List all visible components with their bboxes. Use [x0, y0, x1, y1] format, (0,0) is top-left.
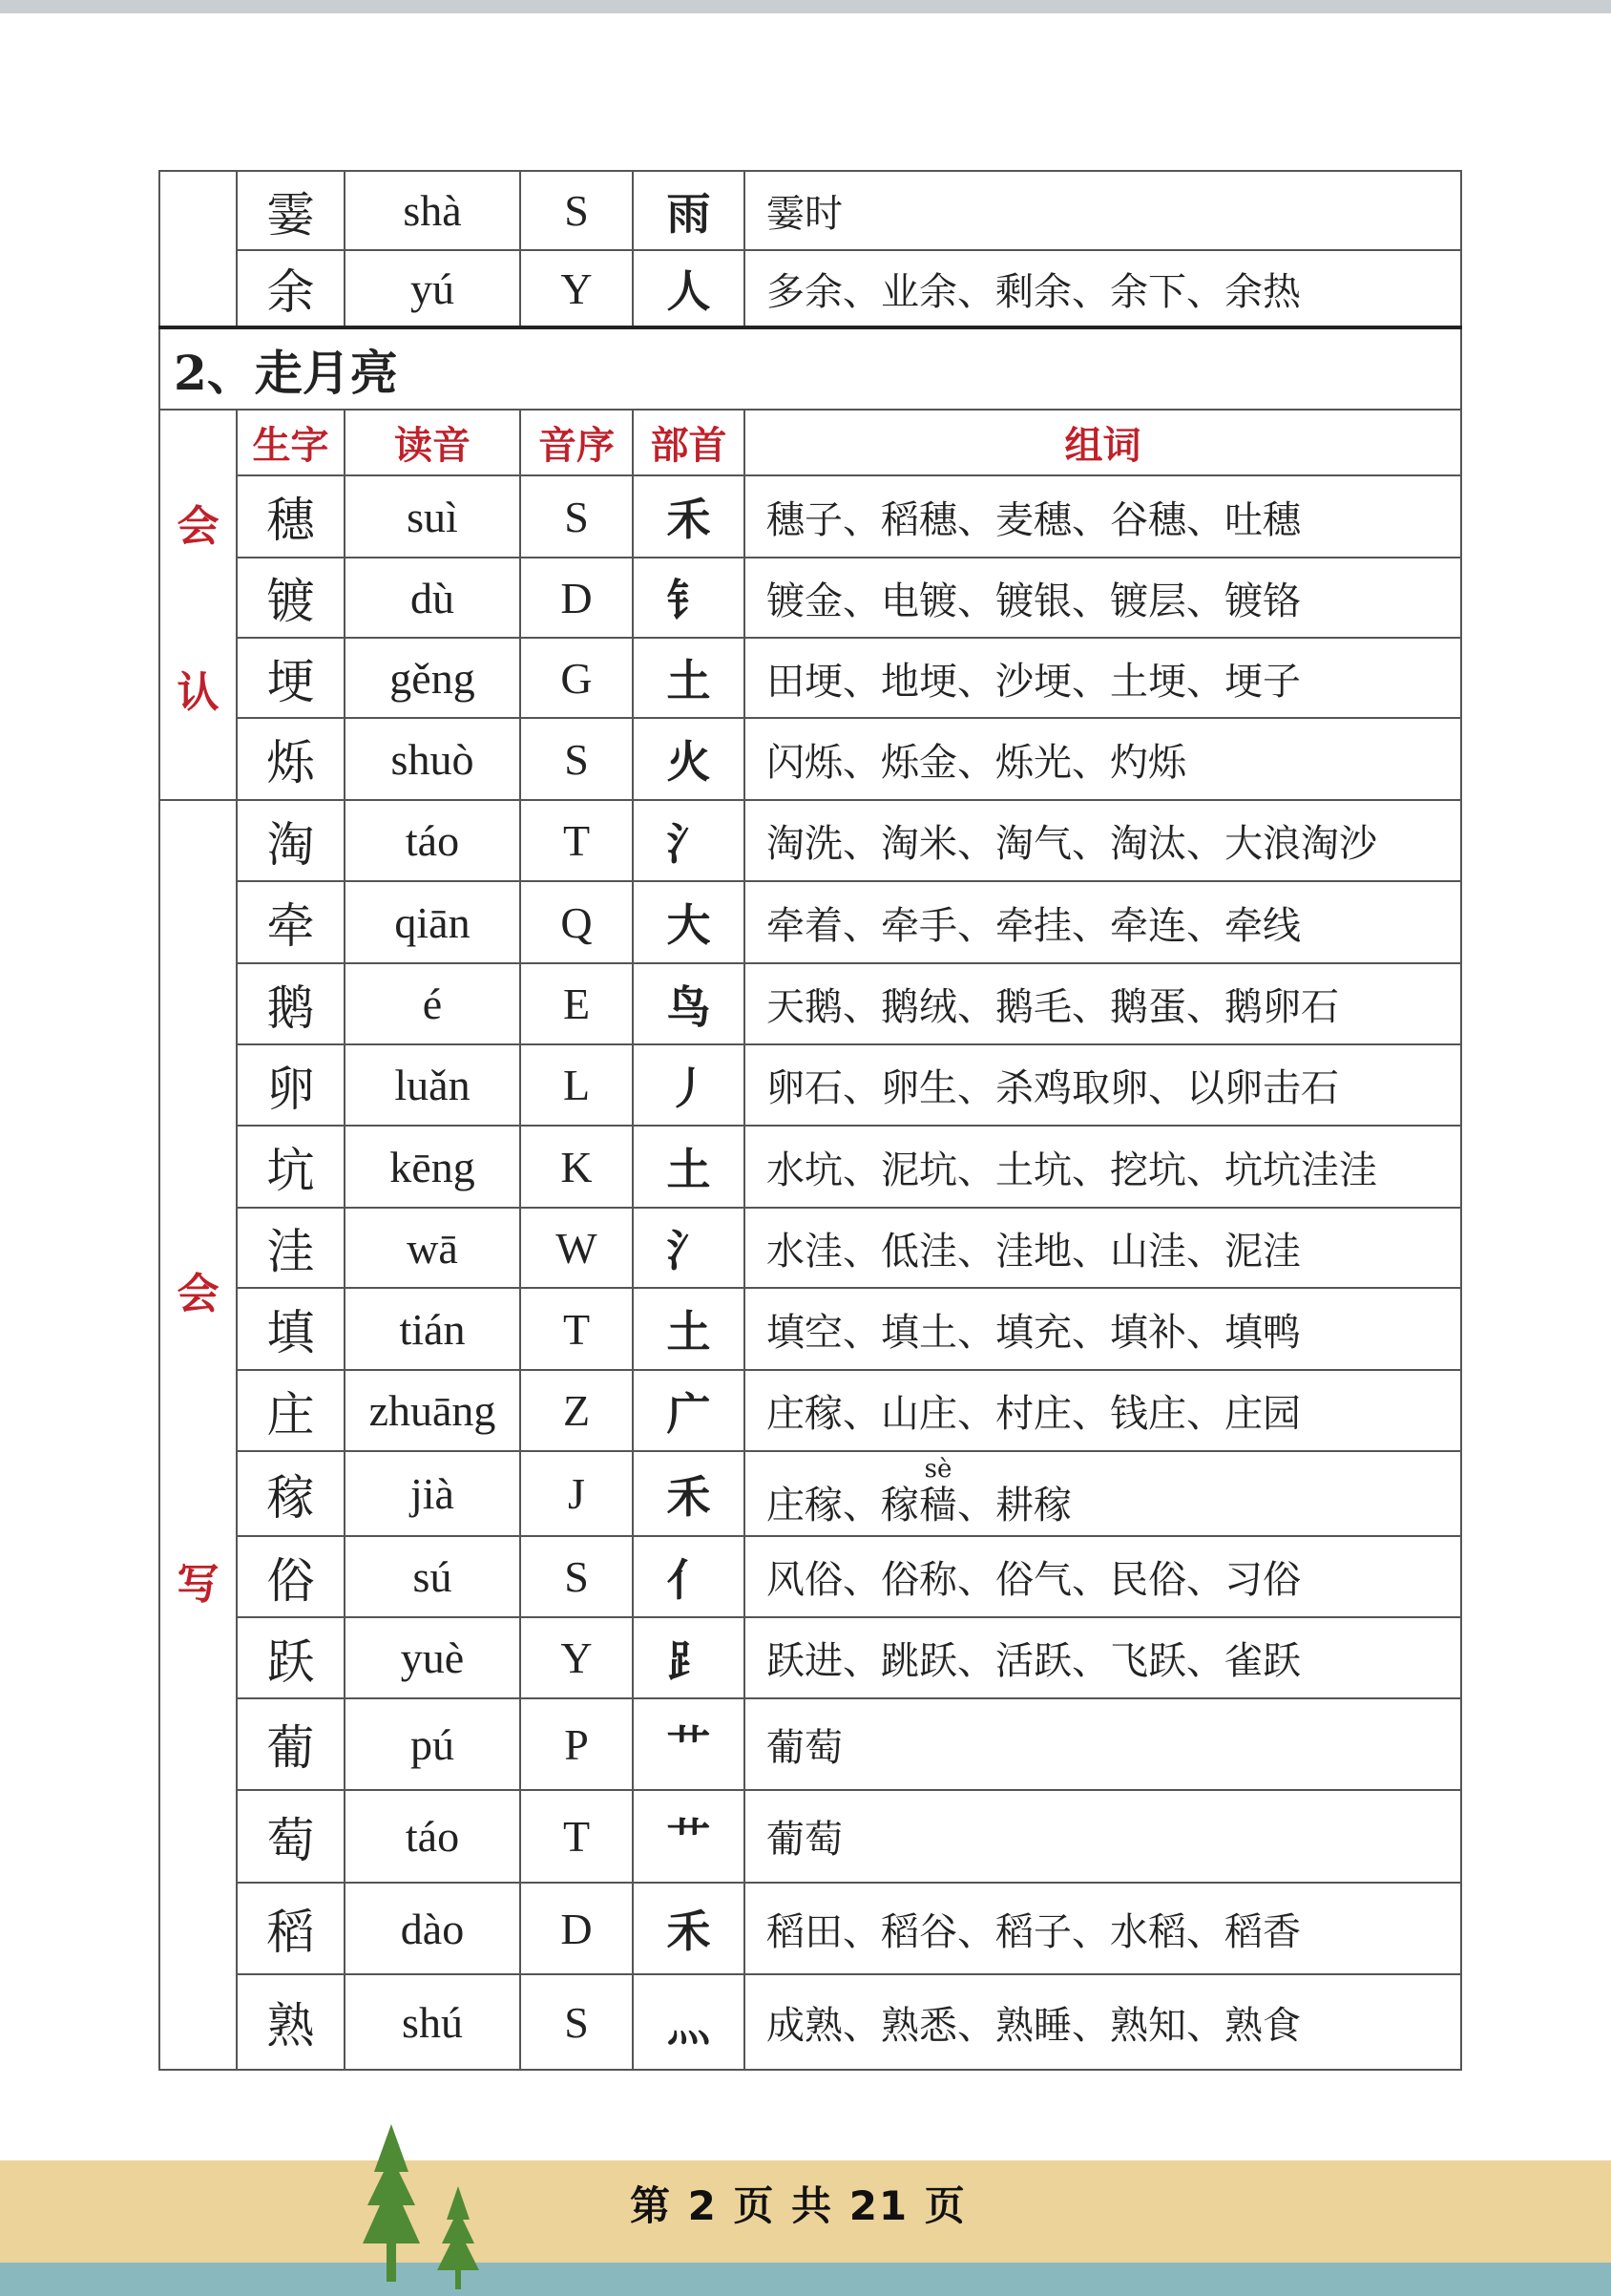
- table-row: [159, 881, 1461, 963]
- pinyin-cell: qiān: [345, 881, 520, 963]
- table-row: [159, 963, 1461, 1044]
- order-cell: S: [520, 718, 633, 800]
- words-cell: 填空、填土、填充、填补、填鸭: [744, 1288, 1461, 1370]
- table-row: [159, 638, 1461, 718]
- order-cell: D: [520, 1883, 633, 1974]
- radical-cell: 艹: [633, 1698, 744, 1790]
- radical-cell: 大: [633, 881, 744, 963]
- side-label-empty: [159, 171, 237, 327]
- table-row: [159, 1044, 1461, 1126]
- pine-trees-icon: [363, 2100, 554, 2291]
- pinyin-cell: pú: [345, 1698, 520, 1790]
- words-cell: 多余、业余、剩余、余下、余热: [744, 250, 1461, 327]
- vocab-table: [158, 170, 1462, 2071]
- radical-cell: 鸟: [633, 963, 744, 1044]
- char-cell: 淘: [237, 800, 345, 881]
- char-cell: 填: [237, 1288, 345, 1370]
- char-cell: 俗: [237, 1536, 345, 1617]
- header-pinyin: 读音: [345, 410, 520, 475]
- radical-cell: 禾: [633, 1451, 744, 1536]
- header-row: [159, 410, 1461, 475]
- table-row: [159, 1126, 1461, 1208]
- order-cell: E: [520, 963, 633, 1044]
- table-row: [159, 475, 1461, 558]
- char-cell: 跃: [237, 1617, 345, 1698]
- char-cell: 牵: [237, 881, 345, 963]
- char-cell: 熟: [237, 1974, 345, 2070]
- table-row: [159, 800, 1461, 881]
- words-cell: 镀金、电镀、镀银、镀层、镀铬: [744, 558, 1461, 638]
- words-cell: 天鹅、鹅绒、鹅毛、鹅蛋、鹅卵石: [744, 963, 1461, 1044]
- pinyin-cell: jià: [345, 1451, 520, 1536]
- radical-cell: 禾: [633, 475, 744, 558]
- order-cell: S: [520, 171, 633, 250]
- char-cell: 余: [237, 250, 345, 327]
- table-row: [159, 1883, 1461, 1974]
- radical-cell: 禾: [633, 1883, 744, 1974]
- table-row: [159, 718, 1461, 800]
- pinyin-cell: suì: [345, 475, 520, 558]
- radical-cell: 土: [633, 1288, 744, 1370]
- pinyin-cell: táo: [345, 1790, 520, 1883]
- order-cell: J: [520, 1451, 633, 1536]
- order-cell: S: [520, 1536, 633, 1617]
- order-cell: Y: [520, 1617, 633, 1698]
- order-cell: T: [520, 800, 633, 881]
- table-row: [159, 558, 1461, 638]
- page-number: 第 2 页 共 21 页: [630, 2182, 967, 2229]
- order-cell: Q: [520, 881, 633, 963]
- order-cell: L: [520, 1044, 633, 1126]
- char-cell: 卵: [237, 1044, 345, 1126]
- char-cell: 稻: [237, 1883, 345, 1974]
- table-row: [159, 1617, 1461, 1698]
- radical-cell: 灬: [633, 1974, 744, 2070]
- table-row: [159, 1974, 1461, 2070]
- char-cell: 埂: [237, 638, 345, 718]
- ruby-base: 穑: [919, 1484, 957, 1527]
- radical-cell: 土: [633, 638, 744, 718]
- table-row: [159, 1536, 1461, 1617]
- pinyin-cell: shà: [345, 171, 520, 250]
- char-cell: 霎: [237, 171, 345, 250]
- pinyin-cell: dù: [345, 558, 520, 638]
- order-cell: Z: [520, 1370, 633, 1451]
- radical-cell: 艹: [633, 1790, 744, 1883]
- order-cell: Y: [520, 250, 633, 327]
- char-cell: 烁: [237, 718, 345, 800]
- table-row: [159, 1451, 1461, 1536]
- radical-cell: 雨: [633, 171, 744, 250]
- words-cell: 稻田、稻谷、稻子、水稻、稻香: [744, 1883, 1461, 1974]
- order-cell: W: [520, 1208, 633, 1288]
- table-row: [159, 1208, 1461, 1288]
- header-radical: 部首: [633, 410, 744, 475]
- words-cell: [744, 1451, 1461, 1536]
- words-cell: 水坑、泥坑、土坑、挖坑、坑坑洼洼: [744, 1126, 1461, 1208]
- pinyin-cell: zhuāng: [345, 1370, 520, 1451]
- words-cell: 葡萄: [744, 1790, 1461, 1883]
- char-cell: 穗: [237, 475, 345, 558]
- header-order: 音序: [520, 410, 633, 475]
- words-text: 庄稼、稼: [766, 1484, 919, 1527]
- side-label-char: 认: [177, 667, 220, 717]
- char-cell: 坑: [237, 1126, 345, 1208]
- side-label-char: 会: [177, 501, 220, 551]
- radical-cell: ⻊: [633, 1617, 744, 1698]
- table-row: [159, 1698, 1461, 1790]
- pinyin-cell: sú: [345, 1536, 520, 1617]
- table-row: [159, 250, 1461, 327]
- words-cell: 跃进、跳跃、活跃、飞跃、雀跃: [744, 1617, 1461, 1698]
- pinyin-cell: yuè: [345, 1617, 520, 1698]
- header-char: 生字: [237, 410, 345, 475]
- words-text: 、耕稼: [957, 1484, 1072, 1527]
- pinyin-cell: dào: [345, 1883, 520, 1974]
- side-label-char: 写: [177, 1560, 220, 1609]
- pinyin-cell: shú: [345, 1974, 520, 2070]
- words-cell: 成熟、熟悉、熟睡、熟知、熟食: [744, 1974, 1461, 2070]
- table-row: [159, 171, 1461, 250]
- ruby-pinyin: sè: [919, 1455, 957, 1484]
- side-label-group1: [159, 410, 237, 800]
- pinyin-cell: yú: [345, 250, 520, 327]
- radical-cell: 钅: [633, 558, 744, 638]
- char-cell: 葡: [237, 1698, 345, 1790]
- radical-cell: 人: [633, 250, 744, 327]
- pinyin-cell: kēng: [345, 1126, 520, 1208]
- radical-cell: 氵: [633, 1208, 744, 1288]
- pinyin-cell: luǎn: [345, 1044, 520, 1126]
- table-row: [159, 1790, 1461, 1883]
- pinyin-cell: shuò: [345, 718, 520, 800]
- char-cell: 萄: [237, 1790, 345, 1883]
- words-cell: 淘洗、淘米、淘气、淘汰、大浪淘沙: [744, 800, 1461, 881]
- radical-cell: 土: [633, 1126, 744, 1208]
- radical-cell: 亻: [633, 1536, 744, 1617]
- footer-water-band: [0, 2263, 1611, 2296]
- char-cell: 庄: [237, 1370, 345, 1451]
- words-cell: 水洼、低洼、洼地、山洼、泥洼: [744, 1208, 1461, 1288]
- radical-cell: 广: [633, 1370, 744, 1451]
- pinyin-cell: tián: [345, 1288, 520, 1370]
- order-cell: G: [520, 638, 633, 718]
- words-cell: 风俗、俗称、俗气、民俗、习俗: [744, 1536, 1461, 1617]
- order-cell: D: [520, 558, 633, 638]
- ruby-word: [919, 1455, 957, 1527]
- words-cell: 卵石、卵生、杀鸡取卵、以卵击石: [744, 1044, 1461, 1126]
- radical-cell: 火: [633, 718, 744, 800]
- table-row: [159, 1288, 1461, 1370]
- side-label-char: 会: [177, 1270, 220, 1318]
- radical-cell: 氵: [633, 800, 744, 881]
- words-cell: 穗子、稻穗、麦穗、谷穗、吐穗: [744, 475, 1461, 558]
- char-cell: 洼: [237, 1208, 345, 1288]
- char-cell: 稼: [237, 1451, 345, 1536]
- words-cell: 闪烁、烁金、烁光、灼烁: [744, 718, 1461, 800]
- order-cell: P: [520, 1698, 633, 1790]
- order-cell: S: [520, 1974, 633, 2070]
- pinyin-cell: gěng: [345, 638, 520, 718]
- char-cell: 镀: [237, 558, 345, 638]
- char-cell: 鹅: [237, 963, 345, 1044]
- order-cell: T: [520, 1790, 633, 1883]
- words-cell: 葡萄: [744, 1698, 1461, 1790]
- radical-cell: 丿: [633, 1044, 744, 1126]
- header-words: 组词: [744, 410, 1461, 475]
- words-cell: 庄稼、山庄、村庄、钱庄、庄园: [744, 1370, 1461, 1451]
- top-edge-bar: [0, 0, 1611, 13]
- pinyin-cell: wā: [345, 1208, 520, 1288]
- words-cell: 牵着、牵手、牵挂、牵连、牵线: [744, 881, 1461, 963]
- words-cell: 霎时: [744, 171, 1461, 250]
- side-label-group2: [159, 800, 237, 2070]
- order-cell: K: [520, 1126, 633, 1208]
- order-cell: T: [520, 1288, 633, 1370]
- words-cell: 田埂、地埂、沙埂、土埂、埂子: [744, 638, 1461, 718]
- order-cell: S: [520, 475, 633, 558]
- pinyin-cell: é: [345, 963, 520, 1044]
- pinyin-cell: táo: [345, 800, 520, 881]
- table-row: [159, 1370, 1461, 1451]
- section-title: 2、走月亮: [159, 327, 1461, 410]
